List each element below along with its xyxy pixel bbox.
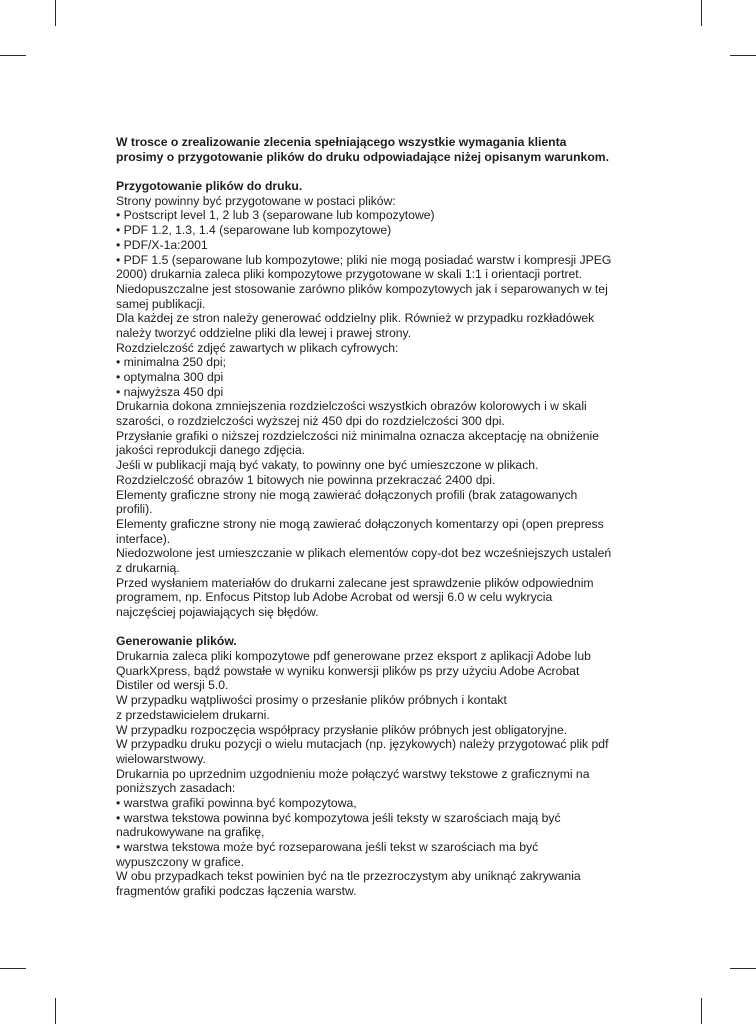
text-line: należy tworzyć oddzielne pliki dla lewej i prawej strony.: [116, 325, 412, 340]
text-line: W obu przypadkach tekst powinien być na tle przezroczystym aby uniknąć zakrywania: [116, 869, 581, 884]
text-line: • warstwa tekstowa może być rozseparowana jeśli tekst w szarościach ma być: [116, 840, 539, 854]
text-line: najczęściej pojawiających się błędów.: [116, 605, 319, 619]
section-heading-file-generation: Generowanie plików.: [116, 634, 237, 649]
crop-mark-bottom-left-horizontal: [0, 968, 26, 969]
text-line: Jeśli w publikacji mają być vakaty, to powinny one być umieszczone w plikach.: [116, 458, 539, 473]
text-line: Elementy graficzne strony nie mogą zawierać dołączonych komentarzy opi (open prepress: [116, 516, 604, 531]
crop-mark-top-right-vertical: [701, 0, 702, 26]
text-line: • minimalna 250 dpi;: [116, 355, 226, 370]
section-heading-file-preparation: Przygotowanie plików do druku.: [116, 179, 303, 194]
text-line: • najwyższa 450 dpi: [116, 384, 224, 399]
crop-mark-bottom-left-vertical: [55, 998, 56, 1024]
text-line: Elementy graficzne strony nie mogą zawierać dołączonych profili (brak zatagowanych: [116, 487, 578, 502]
text-line: szarości, o rozdzielczości wyższej niż 450 dpi do rozdzielczości 300 dpi.: [116, 414, 505, 429]
document-body: [116, 135, 651, 899]
text-line: W przypadku rozpoczęcia współpracy przysłanie plików próbnych jest obligatoryjne.: [116, 722, 568, 737]
text-line: QuarkXpress, bądź powstałe w wyniku konwersji plików ps przy użyciu Adobe Acrobat: [116, 663, 580, 678]
text-line: Niedopuszczalne jest stosowanie zarówno plików kompozytowych jak i separowanych w tej: [116, 281, 608, 296]
crop-mark-bottom-right-horizontal: [730, 968, 756, 969]
text-line: Drukarnia dokona zmniejszenia rozdzielczości wszystkich obrazów kolorowych i w skali: [116, 399, 587, 414]
text-line: • warstwa tekstowa powinna być kompozytowa jeśli teksty w szarościach mają być: [116, 810, 561, 825]
text-line: profili).: [116, 502, 153, 517]
crop-mark-top-left-vertical: [55, 0, 56, 26]
text-line: jakości reprodukcji danego zdjęcia.: [116, 443, 306, 458]
text-line: fragmentów grafiki podczas łączenia warstw.: [116, 884, 357, 899]
text-line: • Postscript level 1, 2 lub 3 (separowane lub kompozytowe): [116, 208, 435, 223]
text-line: • optymalna 300 dpi: [116, 370, 224, 384]
text-line: Strony powinny być przygotowane w postaci plików:: [116, 193, 396, 208]
section-file-generation-text: [116, 649, 651, 899]
text-line: Distiler od wersji 5.0.: [116, 678, 229, 693]
crop-mark-top-right-horizontal: [730, 55, 756, 56]
text-line: Przed wysłaniem materiałów do drukarni zalecane jest sprawdzenie plików odpowiednim: [116, 575, 594, 590]
text-line: poniższych zasadach:: [116, 781, 236, 796]
text-line: Rozdzielczość obrazów 1 bitowych nie powinna przekraczać 2400 dpi.: [116, 472, 496, 487]
text-line: Rozdzielczość zdjęć zawartych w plikach cyfrowych:: [116, 340, 399, 355]
text-line: samej publikacji.: [116, 296, 206, 311]
paragraph-gap: [116, 620, 651, 635]
text-line: 2000) drukarnia zaleca pliki kompozytowe przygotowane w skali 1:1 i orientacji portret.: [116, 267, 583, 282]
text-line: Przysłanie grafiki o niższej rozdzielczości niż minimalna oznacza akceptację na obniżenie: [116, 428, 599, 443]
text-line: Niedozwolone jest umieszczanie w plikach elementów copy-dot bez wcześniejszych ustaleń: [116, 546, 612, 561]
text-line: programem, np. Enfocus Pitstop lub Adobe Acrobat od wersji 6.0 w celu wykrycia: [116, 590, 553, 605]
text-line: wielowarstwowy.: [116, 751, 206, 766]
text-line: W przypadku wątpliwości prosimy o przesłanie plików próbnych i kontakt: [116, 693, 507, 708]
intro-line-1: W trosce o zrealizowanie zlecenia spełniającego wszystkie wymagania klienta: [116, 135, 567, 149]
crop-mark-top-left-horizontal: [0, 55, 26, 56]
text-line: • PDF 1.2, 1.3, 1.4 (separowane lub kompozytowe): [116, 223, 392, 238]
text-line: Drukarnia zaleca pliki kompozytowe pdf generowane przez eksport z aplikacji Adobe lub: [116, 649, 591, 664]
intro-line-2: prosimy o przygotowanie plików do druku odpowiadające niżej opisanym warunkom.: [116, 149, 609, 164]
text-line: Drukarnia po uprzednim uzgodnieniu może połączyć warstwy tekstowe z graficznymi na: [116, 766, 590, 781]
text-line: z drukarnią.: [116, 560, 180, 575]
text-line: Dla każdej ze stron należy generować oddzielny plik. Również w przypadku rozkładówek: [116, 311, 595, 326]
text-line: nadrukowywane na grafikę,: [116, 825, 265, 840]
text-line: wypuszczony w grafice.: [116, 854, 245, 869]
paragraph-gap: [116, 164, 651, 179]
text-line: • warstwa grafiki powinna być kompozytowa,: [116, 795, 357, 810]
text-line: • PDF/X-1a:2001: [116, 237, 208, 252]
text-line: • PDF 1.5 (separowane lub kompozytowe; pliki nie mogą posiadać warstw i kompresji JPEG: [116, 252, 612, 267]
text-line: W przypadku druku pozycji o wielu mutacjach (np. językowych) należy przygotować plik pdf: [116, 737, 609, 752]
text-line: z przedstawicielem drukarni.: [116, 707, 270, 722]
text-line: interface).: [116, 531, 171, 546]
crop-mark-bottom-right-vertical: [701, 998, 702, 1024]
section-file-preparation-text: [116, 194, 651, 620]
